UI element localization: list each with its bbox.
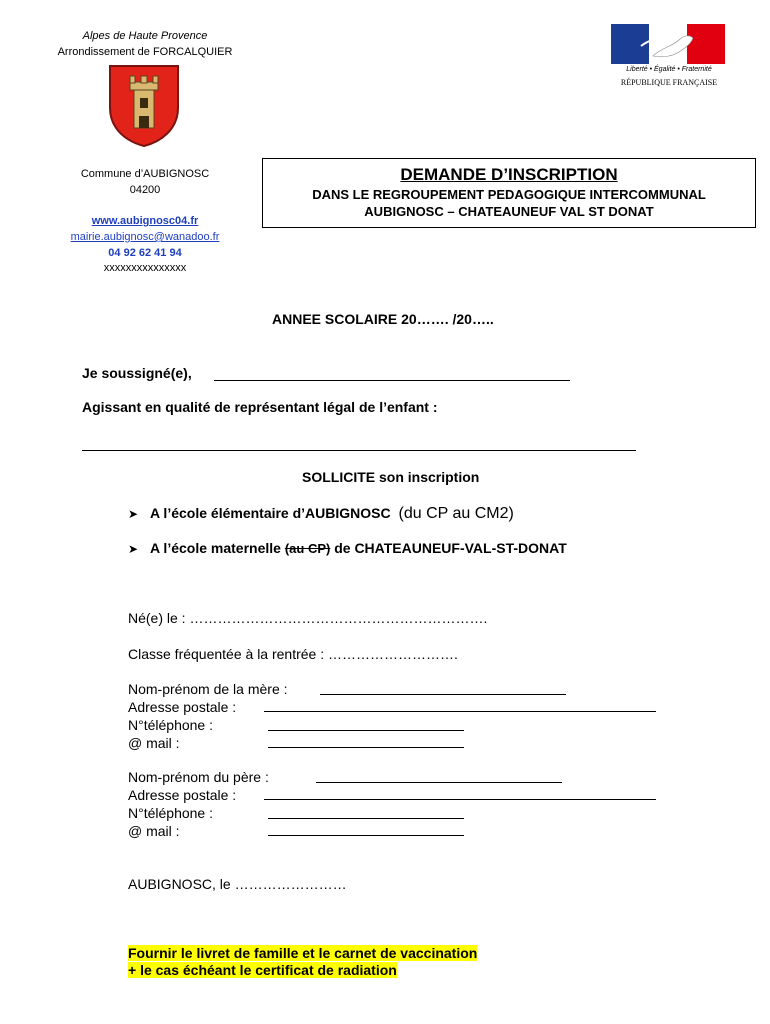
- republic-motto: Liberté • Égalité • Fraternité: [626, 66, 712, 73]
- arrow-bullet-icon: ➤: [128, 507, 139, 521]
- legal-representative-label: Agissant en qualité de représentant légal de l’enfant :: [82, 399, 438, 415]
- birth-date-field[interactable]: Né(e) le : ……………………………………………………….: [128, 610, 488, 626]
- title-box: [262, 158, 756, 228]
- mother-email-field[interactable]: [268, 747, 464, 748]
- arrow-bullet-icon: ➤: [128, 542, 139, 556]
- father-name-label: Nom-prénom du père :: [128, 769, 269, 785]
- documents-notice-1: Fournir le livret de famille et le carnet de vaccination: [128, 945, 478, 961]
- option-2-place: de CHATEAUNEUF-VAL-ST-DONAT: [330, 540, 567, 556]
- place-date-field[interactable]: AUBIGNOSC, le ……………………: [128, 876, 347, 892]
- school-year: ANNEE SCOLAIRE 20……. /20…..: [272, 311, 494, 327]
- commune-phone: 04 92 62 41 94: [108, 247, 182, 259]
- mother-address-field[interactable]: [264, 711, 656, 712]
- undersigned-label: Je soussigné(e),: [82, 365, 192, 381]
- form-subtitle-2: AUBIGNOSC – CHATEAUNEUF VAL ST DONAT: [364, 204, 654, 219]
- mother-name-field[interactable]: [320, 694, 566, 695]
- requests-label: SOLLICITE son inscription: [302, 469, 480, 485]
- mother-phone-label: N°téléphone :: [128, 717, 213, 733]
- father-address-field[interactable]: [264, 799, 656, 800]
- commune-coat-of-arms: [106, 62, 182, 148]
- form-subtitle-1: DANS LE REGROUPEMENT PEDAGOGIQUE INTERCOMMUNAL: [312, 187, 706, 202]
- father-address-label: Adresse postale :: [128, 787, 237, 803]
- commune-struck-line: xxxxxxxxxxxxxxx: [103, 262, 187, 274]
- school-option-maternelle: [128, 540, 567, 556]
- mother-address-label: Adresse postale :: [128, 699, 237, 715]
- mother-email-label: @ mail :: [128, 735, 180, 751]
- commune-email-link[interactable]: mairie.aubignosc@wanadoo.fr: [70, 231, 220, 243]
- mother-name-label: Nom-prénom de la mère :: [128, 681, 288, 697]
- undersigned-field[interactable]: [214, 380, 570, 381]
- region-name: Alpes de Haute Provence: [82, 30, 208, 42]
- commune-name: Commune d’AUBIGNOSC: [80, 168, 210, 180]
- class-field[interactable]: Classe fréquentée à la rentrée : ……………………….: [128, 646, 458, 662]
- father-name-field[interactable]: [316, 782, 562, 783]
- option-2-label: A l’école maternelle: [149, 540, 285, 556]
- father-email-field[interactable]: [268, 835, 464, 836]
- child-name-field[interactable]: [82, 450, 636, 451]
- arrondissement-name: Arrondissement de FORCALQUIER: [57, 46, 233, 58]
- father-email-label: @ mail :: [128, 823, 180, 839]
- commune-postcode: 04200: [129, 184, 161, 196]
- commune-website-link[interactable]: www.aubignosc04.fr: [91, 215, 199, 227]
- option-2-struck: (au CP): [284, 541, 331, 556]
- option-1-label: A l’école élémentaire d’AUBIGNOSC: [149, 505, 391, 521]
- republic-name: RÉPUBLIQUE FRANÇAISE: [620, 78, 718, 87]
- school-option-elementary: [128, 505, 514, 523]
- father-phone-label: N°téléphone :: [128, 805, 213, 821]
- documents-notice-2: + le cas échéant le certificat de radiation: [128, 962, 397, 978]
- option-1-range: (du CP au CM2): [398, 505, 514, 522]
- father-phone-field[interactable]: [268, 818, 464, 819]
- mother-phone-field[interactable]: [268, 730, 464, 731]
- marianne-logo: [611, 24, 725, 64]
- form-title: DEMANDE D’INSCRIPTION: [400, 165, 618, 184]
